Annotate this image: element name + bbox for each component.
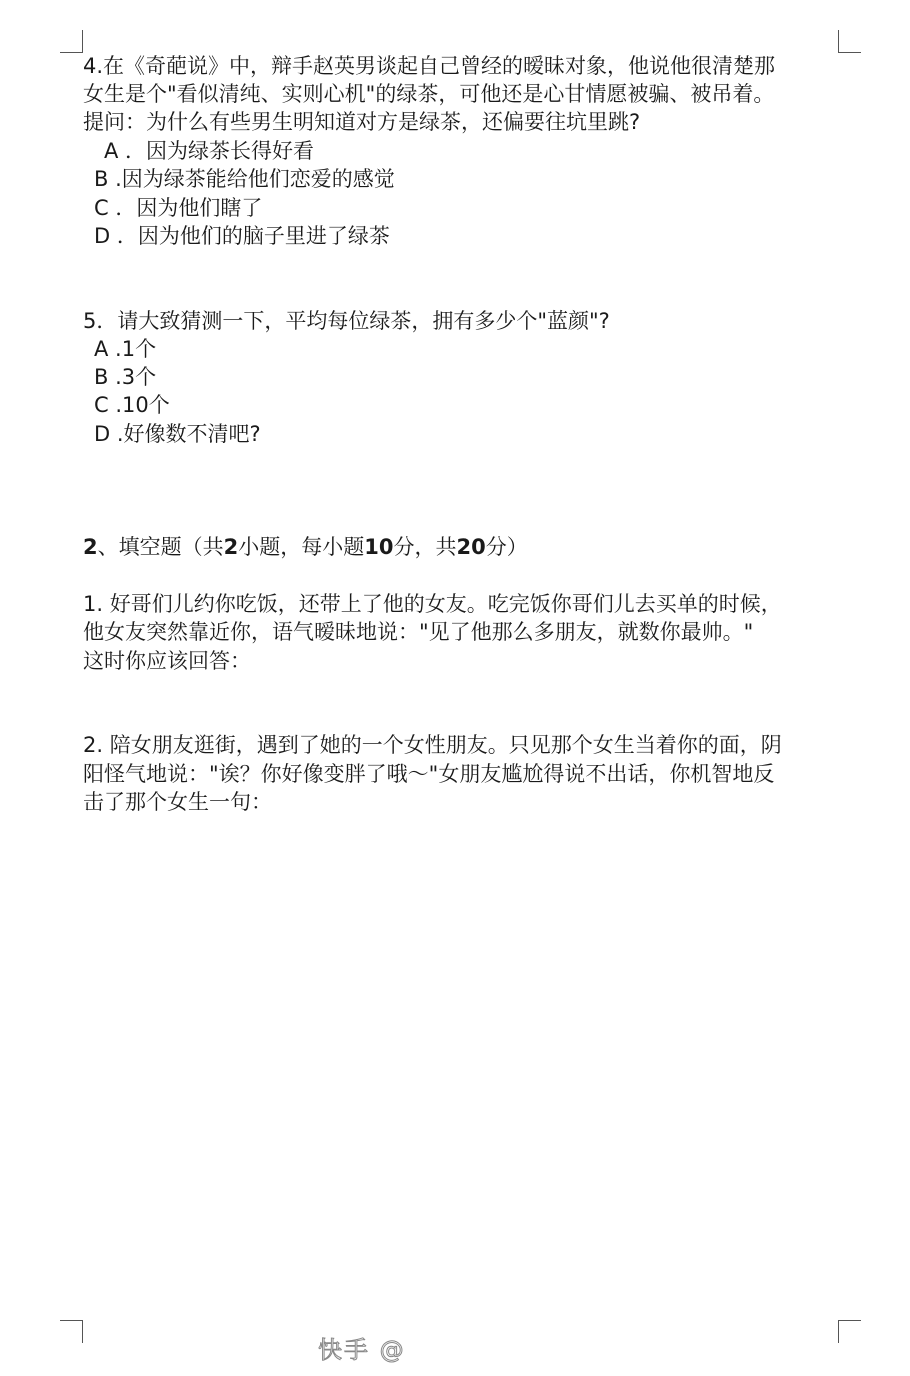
fill2-line-2: 阳怪气地说："诶？你好像变胖了哦～"女朋友尴尬得说不出话，你机智地反 [83,762,775,786]
q4-option-c: C ．因为他们瞎了 [94,196,263,220]
page-corner-mark-bottom-left [60,1320,83,1343]
q5-stem: 5．请大致猜测一下，平均每位绿茶，拥有多少个"蓝颜"? [83,309,610,333]
q4-stem-line-2: 女生是个"看似清纯、实则心机"的绿茶，可他还是心甘情愿被骗、被吊着。 [83,82,775,106]
q4-option-d: D ．因为他们的脑子里进了绿茶 [94,224,390,248]
q5-option-a: A .1个 [94,337,157,361]
page-corner-mark-top-left [60,30,83,53]
q5-option-d: D .好像数不清吧? [94,422,261,446]
q4-option-b: B .因为绿茶能给他们恋爱的感觉 [94,167,395,191]
q4-stem-line-1: 4.在《奇葩说》中，辩手赵英男谈起自己曾经的暧昧对象，他说他很清楚那 [83,54,776,78]
page-corner-mark-bottom-right [838,1320,861,1343]
fill2-line-1: 2. 陪女朋友逛街，遇到了她的一个女性朋友。只见那个女生当着你的面，阴 [83,733,782,757]
fill1-line-3: 这时你应该回答： [83,649,251,673]
fill2-line-3: 击了那个女生一句： [83,790,272,814]
q5-option-b: B .3个 [94,365,157,389]
q4-option-a: A ．因为绿茶长得好看 [104,139,315,163]
q5-option-c: C .10个 [94,393,170,417]
kuaishou-watermark: 快手 @ [318,1336,406,1364]
q4-stem-line-3: 提问：为什么有些男生明知道对方是绿茶，还偏要往坑里跳? [83,110,641,134]
page-corner-mark-top-right [838,30,861,53]
fill1-line-2: 他女友突然靠近你，语气暧昧地说："见了他那么多朋友，就数你最帅。" [83,620,754,644]
section2-heading: 2、填空题（共2小题，每小题10分，共20分） [83,535,528,559]
fill1-line-1: 1. 好哥们儿约你吃饭，还带上了他的女友。吃完饭你哥们儿去买单的时候， [83,592,782,616]
